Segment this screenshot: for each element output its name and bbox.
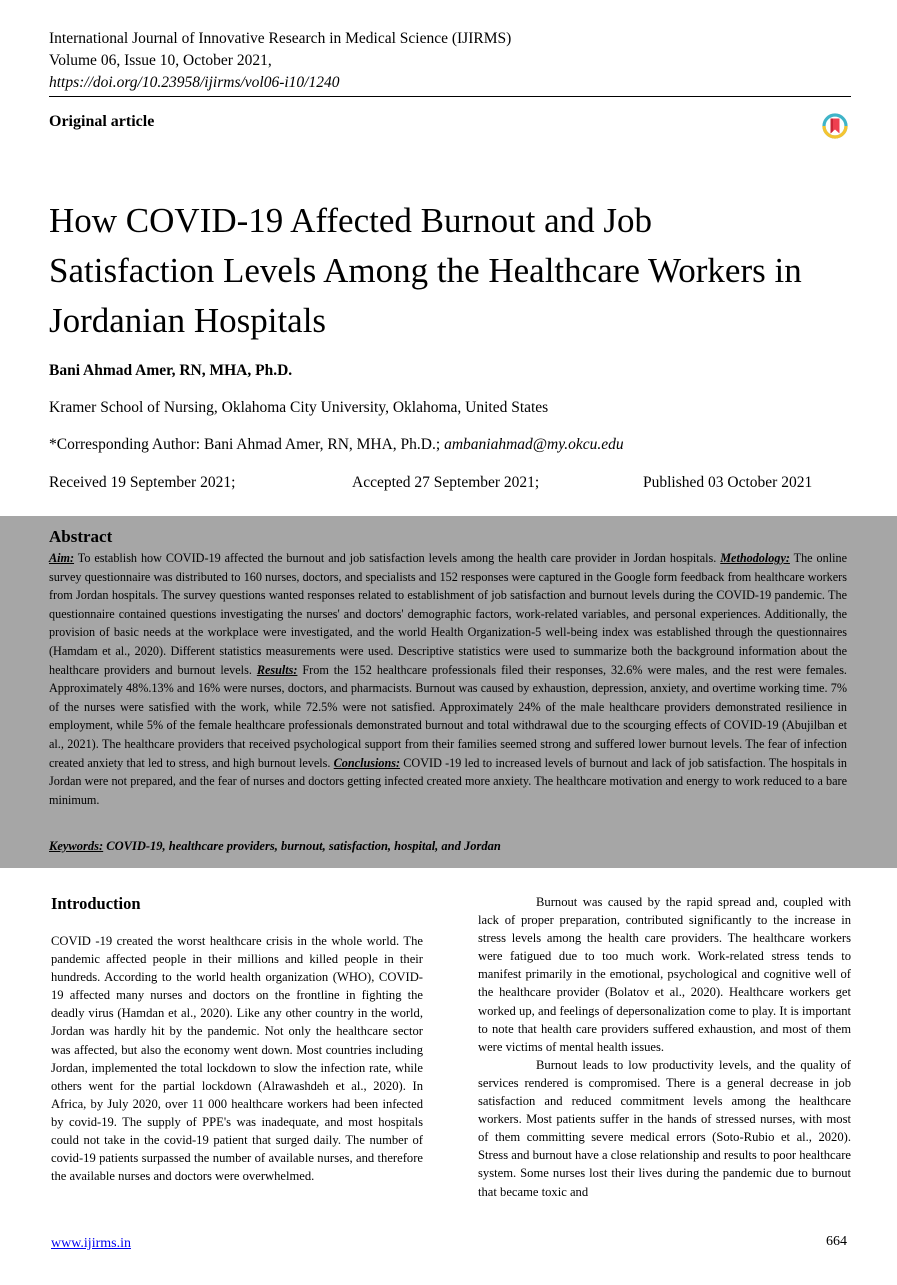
aim-text: To establish how COVID-19 affected the burnout and job satisfaction levels among the health care provider in Jordan hospitals. [74,551,721,565]
results-text: From the 152 healthcare professionals filed their responses, 32.6% were males, and the rest were females. Approximately 48%.13% and 16% were nurses, doctors, and pharmacists. Burnout was caused by exhaustion, depression, anxiety, and overtime working time. 7% of the nurses were satisfied with the work, while 72.5% were not satisfied. Approximately 24% of the male healthcare providers demonstrated resilience in employment, while 5% of the female healthcare professionals demonstrated burnout and total withdrawal due to the scourging effects of COVID-19 (Abujilban et al., 2021). The healthcare providers that received psychological support from their families seemed strong and suffered lower burnout levels. The fear of infection created anxiety that led to stress, and high burnout levels. [49,662,847,770]
author-email[interactable]: ambaniahmad@my.okcu.edu [444,436,624,453]
keywords-label: Keywords: [49,839,104,853]
article-title [49,196,859,346]
doi-link[interactable]: https://doi.org/10.23958/ijirms/vol06-i10/1240 [49,74,340,91]
paragraph: Burnout leads to low productivity levels, and the quality of services rendered is compromised. There is a general decrease in job satisfaction and reduced commitment levels among the healthcare workers. Most patients suffer in the hands of stressed nurses, with most of them committing severe medical errors (Soto-Rubio et al., 2020). Stress and burnout have a close relationship and results to poor healthcare system. Some nurses lost their lives during the pandemic due to burnout that became toxic and [478,1057,851,1199]
author-name: Bani Ahmad Amer, RN, MHA, Ph.D. [49,362,293,379]
conclusions-label: Conclusions: [333,755,401,770]
introduction-heading: Introduction [51,894,141,913]
published-date: Published 03 October 2021 [643,474,813,491]
title-line: Jordanian Hospitals [49,301,327,340]
journal-volume: Volume 06, Issue 10, October 2021, [49,52,272,69]
abstract-heading: Abstract [49,527,113,546]
author-affiliation: Kramer School of Nursing, Oklahoma City University, Oklahoma, United States [49,399,549,416]
title-line: How COVID-19 Affected Burnout and Job [49,201,653,240]
introduction-column-left [51,932,423,1185]
keywords-text: COVID-19, healthcare providers, burnout, satisfaction, hospital, and Jordan [103,839,501,853]
crossmark-bookmark-icon[interactable] [821,112,849,140]
abstract-body [49,549,847,809]
header-divider [49,96,851,97]
paragraph: COVID -19 created the worst healthcare crisis in the whole world. The pandemic affected people in their millions and killed people in their hundreds. According to the world health organization (WHO), COVID-19 affected many nurses and doctors on the frontline in fighting the deadly virus (Hamdan et al., 2020). Like any other country in the world, Jordan was hardly hit by the pandemic. Not only the healthcare sector was affected, but also the economy went down. Most countries including Jordan, implemented the total lockdown to slow the infection rate, while others went for the partial lockdown (Alrawashdeh et al., 2020). In Africa, by July 2020, over 11 000 healthcare workers had been infected by covid-19. The supply of PPE's was inadequate, and most hospitals could not take in the covid-19 patient that surged daily. The number of covid-19 patients surpassed the number of available nurses, and therefore the available nurses and doctors were overwhelmed. [51,934,423,1184]
paragraph: Burnout was caused by the rapid spread and, coupled with lack of proper preparation, contributed significantly to the increase in stress levels among the health care providers. The healthcare workers were fatigued due to too much work. Work-related stress tends to manifest primarily in the emotional, psychological and cognitive well of the healthcare provider (Bolatov et al., 2020). Healthcare workers get worked up, and feelings of depersonalization come to play. It is important to note that health care providers suffered exhaustion, and most of them were victims of mental health issues. [478,895,851,1054]
page-number: 664 [826,1234,847,1249]
journal-website-link[interactable]: www.ijirms.in [51,1236,131,1251]
article-type: Original article [49,113,155,130]
methodology-label: Methodology: [720,551,790,565]
keywords [49,839,501,854]
title-line: Satisfaction Levels Among the Healthcare Workers in [49,251,802,290]
corresponding-label: *Corresponding Author: Bani Ahmad Amer, RN, MHA, Ph.D.; [49,436,445,453]
journal-name: International Journal of Innovative Research in Medical Science (IJIRMS) [49,30,512,47]
accepted-date: Accepted 27 September 2021; [352,474,540,491]
journal-header [49,28,511,94]
corresponding-author [49,436,624,454]
aim-label: Aim: [49,551,75,565]
introduction-column-right [478,893,851,1201]
received-date: Received 19 September 2021; [49,474,236,491]
results-label: Results: [256,662,298,677]
conclusions-text: COVID -19 led to increased levels of burnout and lack of job satisfaction. The hospitals in Jordan were not prepared, and the fear of nurses and doctors getting infected created more anxiety. The healthcare motivation and energy to work reduced to a bare minimum. [49,755,847,807]
methodology-text: The online survey questionnaire was distributed to 160 nurses, doctors, and specialists and 152 responses were captured in the Google form feedback from healthcare workers from Jordan hospitals. The survey questions wanted responses related to establishment of job satisfaction and burnout levels during the COVID-19 pandemic. The questionnaire contained questions investigating the nurses' and doctors' demographic factors, work-related variables, and personal experiences. Additionally, the provision of basic needs at the workplace were investigated, and the world Health Organization-5 well-being index was established through the questionnaires (Hamdam et al., 2020). Different statistics measurements were used. Descriptive statistics were used to summarize both the background information about the healthcare providers and burnout levels. [49,551,847,677]
